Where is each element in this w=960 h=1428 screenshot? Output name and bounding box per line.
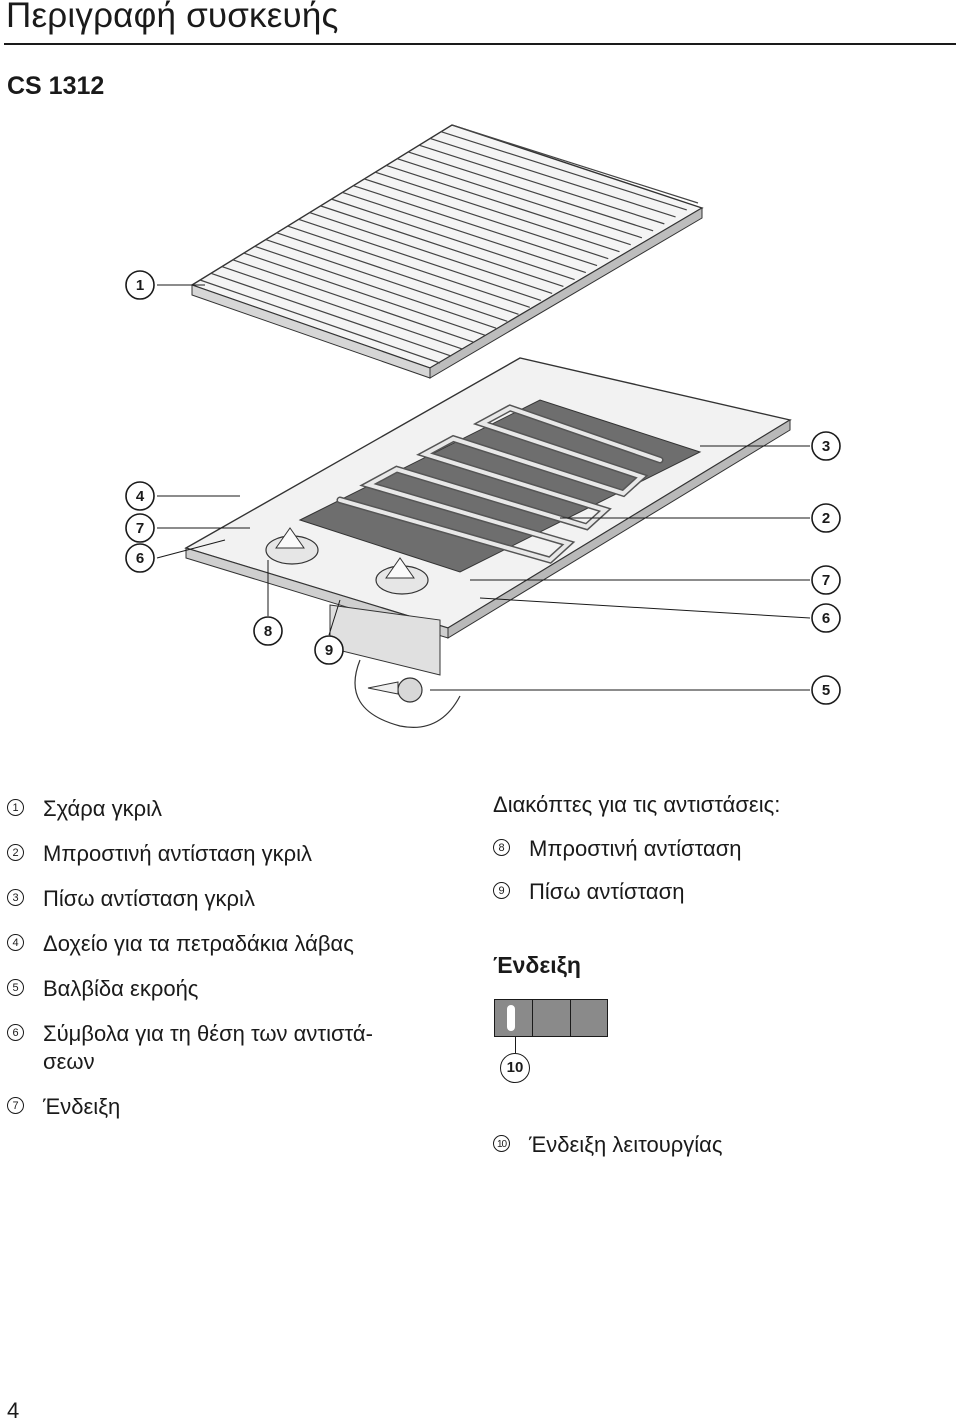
legend-number: 7 [7,1097,24,1114]
callout-number: 9 [324,642,334,659]
indicator-light [507,1005,515,1031]
callout-number: 7 [821,572,831,589]
callout-number: 4 [135,488,145,505]
indicator-leader-line [515,1037,516,1053]
switches-heading: Διακόπτες για τις αντιστάσεις: [493,792,781,817]
legend-text: Σύμβολα για τη θέση των αντιστά- [43,1021,373,1046]
legend-text: Μπροστινή αντίσταση γκριλ [43,841,313,866]
diagram-callout [812,566,840,594]
hob-illustration [186,358,790,727]
callout-number: 8 [263,623,273,640]
diagram-callout [126,544,154,572]
diagram-callout [812,604,840,632]
indicator-heading: Ένδειξη [493,952,581,978]
callout-number: 5 [821,682,831,699]
appliance-diagram [0,100,960,750]
legend-number: 1 [7,799,24,816]
diagram-callout [812,432,840,460]
legend-left [7,795,467,1125]
legend-text: Ένδειξη [43,1094,121,1119]
diagram-callout [126,271,154,299]
callout-number: 2 [821,510,831,527]
legend-switches [493,835,953,915]
indicator-callout: 10 [500,1053,530,1083]
legend-text: Πίσω αντίσταση [529,879,685,904]
callout-number: 6 [821,610,831,627]
diagram-callout [254,617,282,645]
legend-number: 10 [493,1135,510,1152]
diagram-callout [126,482,154,510]
indicator-divider [570,1000,571,1036]
model-name: CS 1312 [7,72,105,100]
diagram-callout [812,676,840,704]
indicator-divider [532,1000,533,1036]
legend-text: Δοχείο για τα πετραδάκια λάβας [43,931,354,956]
legend-text: Μπροστινή αντίσταση [529,836,742,861]
legend-number: 6 [7,1024,24,1041]
legend-number: 2 [7,844,24,861]
legend-text: Βαλβίδα εκροής [43,976,199,1001]
page-title: Περιγραφή συσκευής [6,0,339,35]
diagram-callout [315,636,343,664]
legend-text: Ένδειξη λειτουργίας [529,1132,723,1157]
legend-number: 3 [7,889,24,906]
legend-indicator [493,1131,953,1161]
legend-number: 5 [7,979,24,996]
legend-text: Πίσω αντίσταση γκριλ [43,886,255,911]
grill-grate-illustration [192,125,702,378]
callout-number: 6 [135,550,145,567]
legend-text: Σχάρα γκριλ [43,796,163,821]
title-divider [4,43,956,45]
callout-number: 3 [821,438,831,455]
legend-text: σεων [43,1049,95,1074]
page-number: 4 [7,1398,20,1423]
legend-number: 9 [493,882,510,899]
diagram-callout [812,504,840,532]
legend-number: 8 [493,839,510,856]
legend-number: 4 [7,934,24,951]
indicator-panel [494,999,608,1037]
callout-number: 1 [135,277,145,294]
diagram-callout [126,514,154,542]
callout-number: 7 [135,520,145,537]
